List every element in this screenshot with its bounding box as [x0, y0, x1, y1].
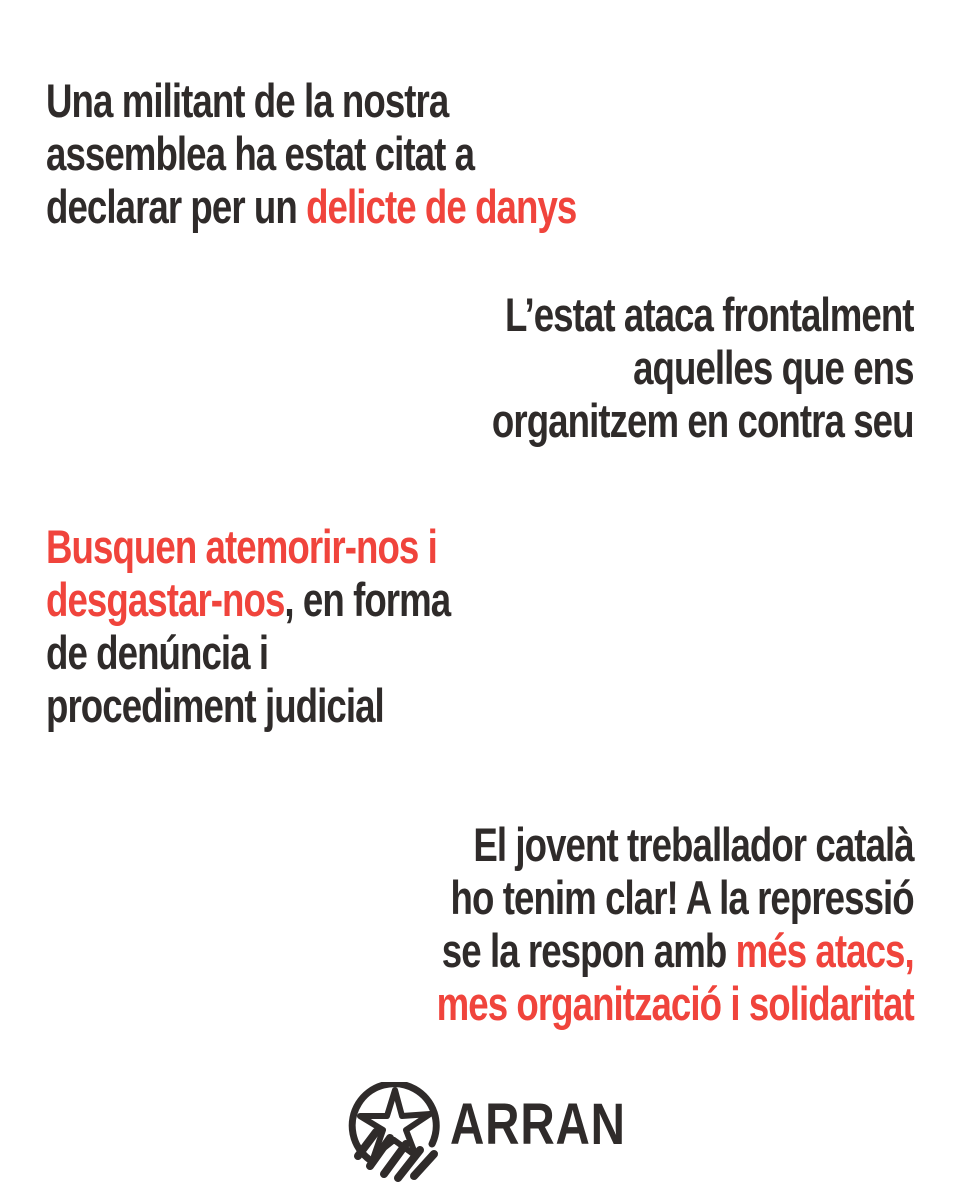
block2-line1: L’estat ataca frontalment: [505, 288, 914, 341]
text-block-response: [437, 818, 914, 1030]
block4-line1: El jovent treballador català: [473, 818, 914, 871]
text-block-state-attacks: [492, 288, 914, 447]
block3-line3: de denúncia i: [46, 626, 269, 679]
block3-line2-plain: , en forma: [284, 573, 451, 626]
block4-line3-highlight: més atacs,: [735, 924, 914, 977]
block1-line3-highlight: delicte de danys: [306, 180, 577, 233]
arran-logo: [340, 1082, 630, 1182]
block1-line1: Una militant de la nostra: [46, 74, 449, 127]
block2-line2: aquelles que ens: [633, 341, 914, 394]
block3-line2: [46, 573, 450, 626]
block1-line3-plain: declarar per un: [46, 180, 307, 233]
arran-logo-text: ARRAN: [450, 1092, 626, 1157]
text-block-militant-cited: [46, 74, 576, 233]
block4-line3: [437, 924, 914, 977]
star-fist-icon: [340, 1082, 450, 1182]
block1-line3: [46, 180, 576, 233]
block3-line2-highlight: desgastar-nos: [46, 573, 285, 626]
block4-line4-highlight: mes organització i solidaritat: [436, 977, 914, 1030]
block3-line4: procediment judicial: [46, 679, 384, 732]
block4-line2: ho tenim clar! A la repressió: [450, 871, 914, 924]
block4-line3-plain: se la respon amb: [442, 924, 736, 977]
text-block-intimidation: [46, 520, 450, 732]
block3-line1-highlight: Busquen atemorir-nos i: [46, 520, 437, 573]
block1-line2: assemblea ha estat citat a: [46, 127, 475, 180]
block2-line3: organitzem en contra seu: [492, 394, 914, 447]
